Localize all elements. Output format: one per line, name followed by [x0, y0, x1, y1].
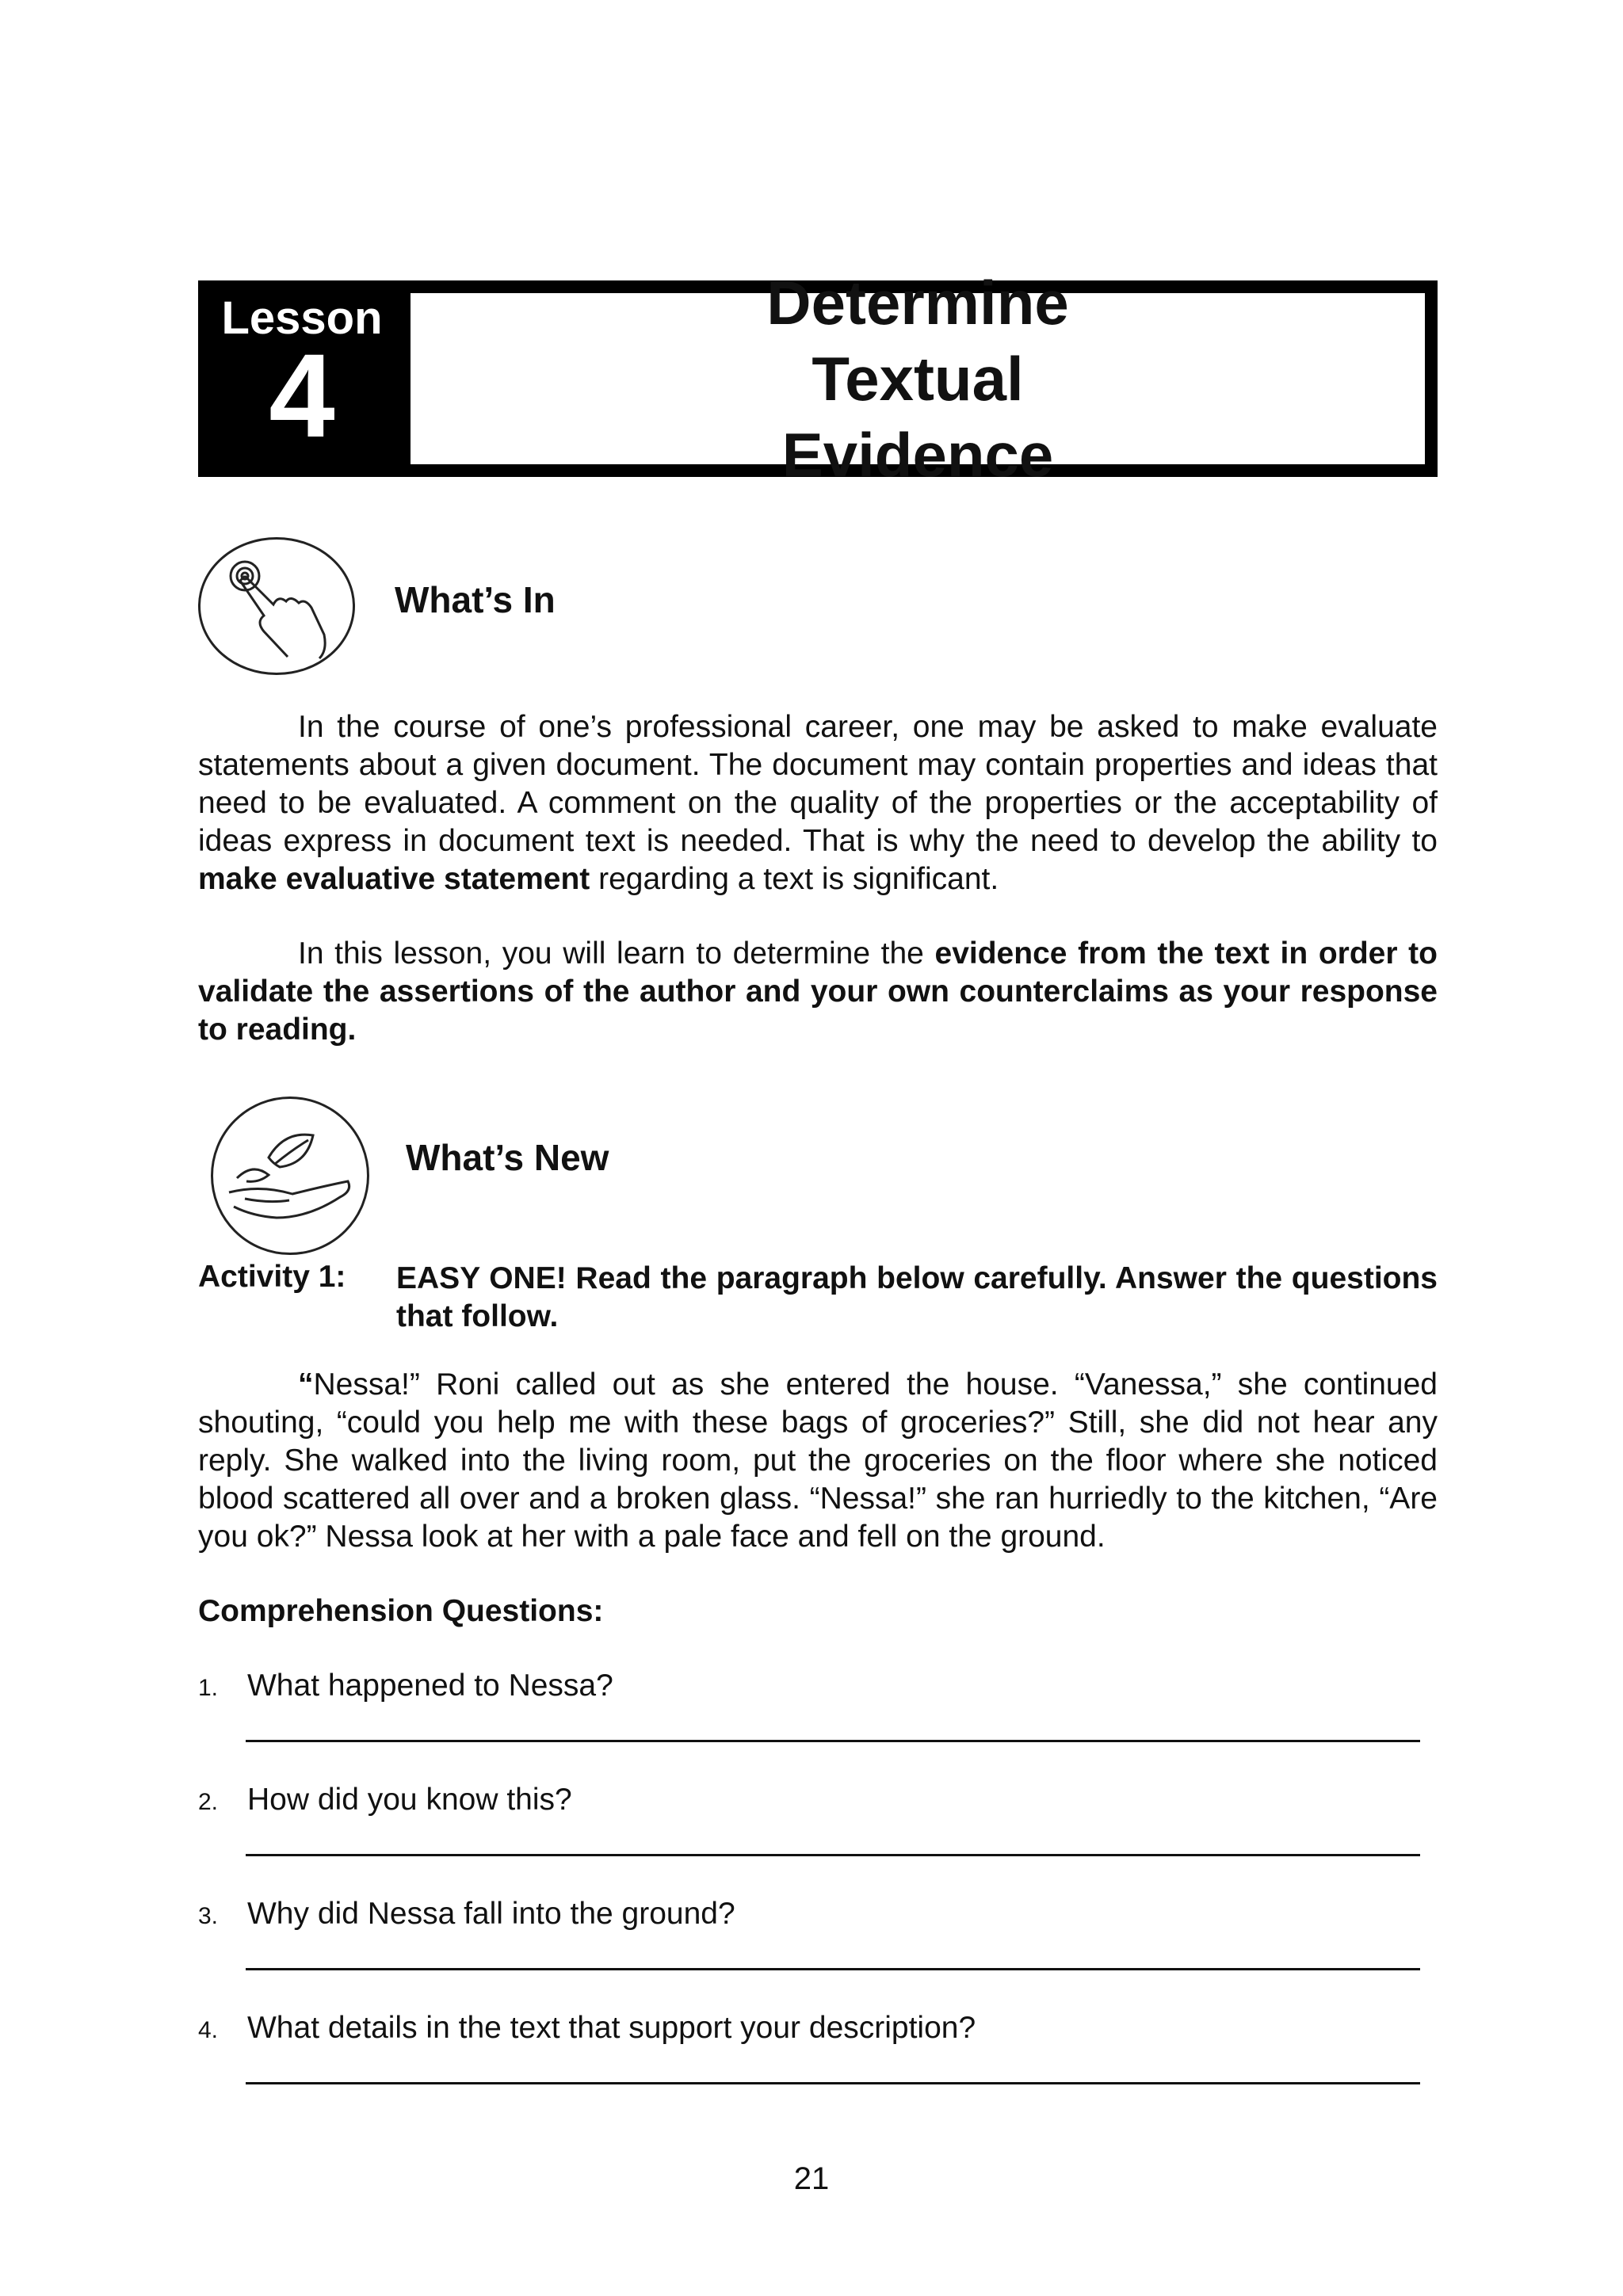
- activity-instruction: EASY ONE! Read the paragraph below carefully. Answer the questions that follow.: [396, 1261, 1438, 1333]
- answer-line-2[interactable]: [246, 1854, 1420, 1856]
- whats-new-heading: What’s New: [406, 1137, 609, 1178]
- page-number: 21: [793, 2161, 830, 2196]
- question-text: Why did Nessa fall into the ground?: [247, 1897, 735, 1931]
- question-number: 3.: [198, 1903, 219, 1929]
- lesson-intro-text: In this lesson, you will learn to determine the: [298, 936, 935, 971]
- lesson-title: Determine Textual Evidence: [766, 268, 1069, 490]
- answer-line-4[interactable]: [246, 2082, 1420, 2084]
- lesson-label: Lesson: [221, 292, 383, 344]
- question-text: How did you know this?: [247, 1783, 572, 1817]
- question-number: 1.: [198, 1675, 219, 1701]
- lesson-banner: [198, 268, 1438, 490]
- story-open-quote: “: [298, 1367, 314, 1402]
- story-text: Nessa!” Roni called out as she entered the house. “Vanessa,” she continued shouting, “could you help me with these bags of groceries?” Still, she did not hear any reply. She walked into the living room, put the groceries on the floor where she noticed blood scattered all over and a broken glass. “Nessa!” she ran hurriedly to the kitchen, “Are you ok?” Nessa look at her with a pale face and fell on the ground.: [198, 1367, 1438, 1554]
- lesson-number: 4: [269, 329, 335, 462]
- answer-line-1[interactable]: [246, 1740, 1420, 1742]
- hand-with-leaf-icon: [211, 1097, 369, 1255]
- story-paragraph: [198, 1366, 1438, 1556]
- question-number: 4.: [198, 2017, 219, 2043]
- whats-in-bold-text: make evaluative statement: [198, 862, 590, 896]
- lesson-number-block: [198, 280, 406, 477]
- whats-in-text: In the course of one’s professional career, one may be asked to make evaluate statements about a given document. The document may contain properties and ideas that need to be evaluated. A comment on the quality of the properties or the acceptability of ideas express in document text is needed. That is why the need to develop the ability to: [198, 710, 1438, 858]
- question-number: 2.: [198, 1789, 219, 1815]
- finger-tap-icon: [198, 537, 355, 675]
- question-text: What details in the text that support your description?: [247, 2011, 976, 2045]
- comprehension-heading: Comprehension Questions:: [198, 1594, 604, 1628]
- whats-in-paragraph-1: [198, 708, 1438, 898]
- question-text: What happened to Nessa?: [247, 1669, 613, 1703]
- whats-in-text-end: regarding a text is significant.: [590, 862, 999, 896]
- lesson-intro-bold-text: evidence from the text in order to validate the assertions of the author and your own counterclaims as your response to reading.: [198, 936, 1438, 1047]
- whats-in-heading: What’s In: [395, 579, 556, 620]
- lesson-title-box: [411, 268, 1425, 490]
- whats-in-paragraph-2: [198, 935, 1438, 1049]
- activity-label: Activity 1:: [198, 1260, 346, 1294]
- answer-line-3[interactable]: [246, 1968, 1420, 1970]
